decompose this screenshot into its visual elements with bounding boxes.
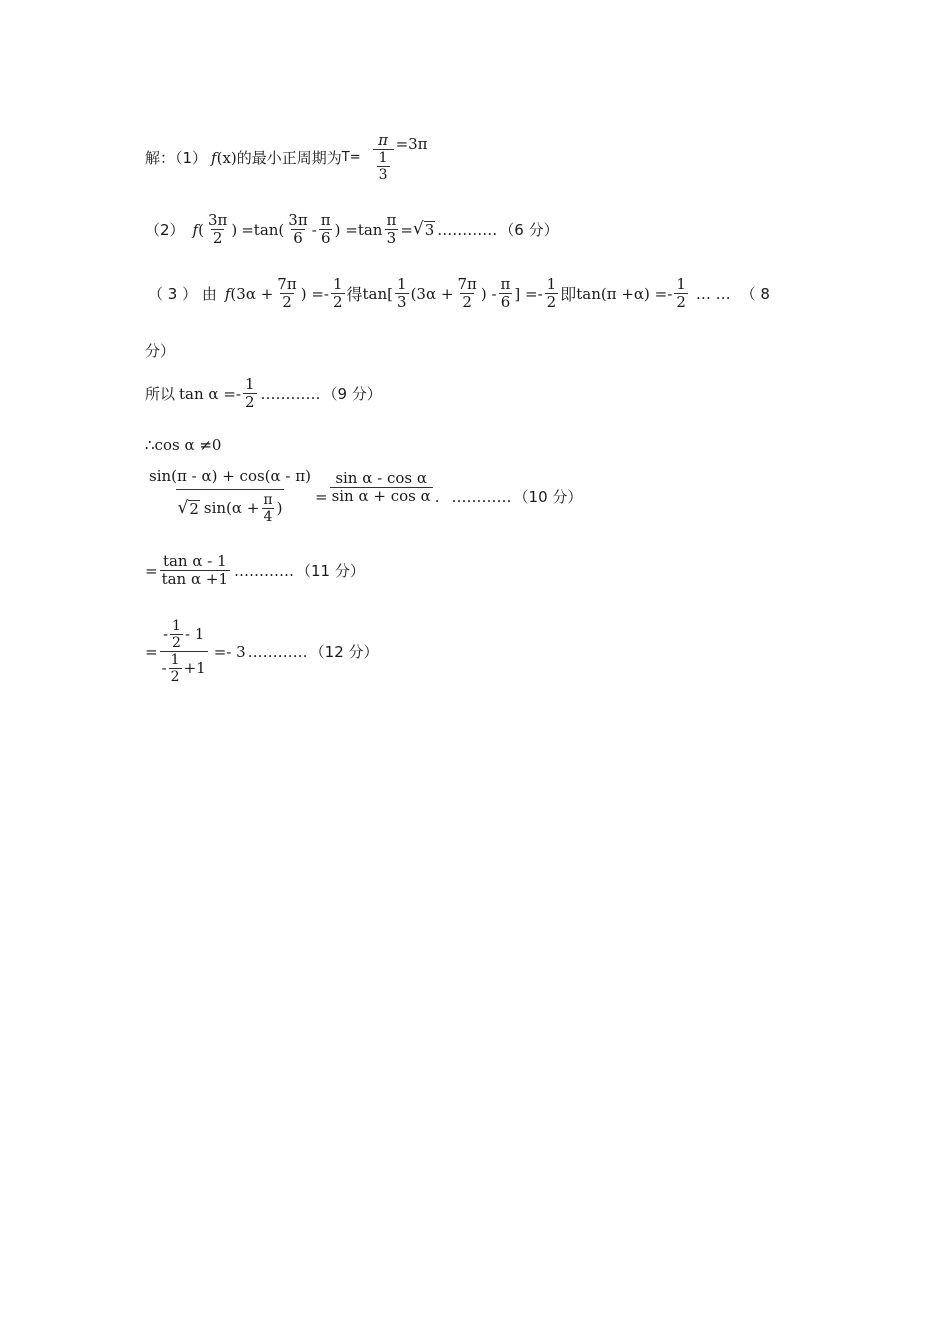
equals-sign: = (145, 561, 158, 580)
period-numerator: π (378, 131, 389, 149)
part2-label: （2） (145, 221, 185, 240)
period-symbol: T= (341, 150, 361, 166)
score-label: （9 分） (322, 385, 382, 404)
leader-dots: … … (695, 284, 731, 303)
solution-part-1 (145, 132, 428, 183)
fraction-pi-over-6 (499, 276, 513, 312)
function-arg: (x) (216, 148, 237, 167)
denominator: 6 (293, 229, 303, 248)
suoyi-text: 所以 (145, 385, 176, 404)
score-label: （12 分） (309, 643, 379, 662)
numerator: π (320, 211, 331, 229)
period-result: =3π (395, 134, 428, 153)
numerator: 1 (332, 275, 343, 293)
denominator: 2 (282, 293, 292, 312)
inner-open: (3α + (410, 284, 454, 303)
radicand: 3 (424, 220, 435, 239)
equals-sign: = (145, 642, 158, 661)
leader-dots: ………… (260, 384, 321, 403)
radicand: 2 (189, 499, 199, 518)
tan-bracket-open: tan[ (362, 284, 394, 303)
fraction-3pi-over-6 (286, 212, 309, 248)
minus-sign: - (311, 220, 317, 239)
numerator: 1 (170, 652, 180, 669)
numerator: π (263, 492, 273, 509)
ji-text: 即 (560, 285, 577, 305)
period-denominator (373, 149, 394, 183)
fraction-1-over-3 (395, 276, 409, 312)
fraction-7pi-over-2 (275, 276, 298, 312)
denominator: 3 (397, 293, 407, 312)
inner-denominator: 3 (378, 167, 388, 184)
tan-pi-plus-alpha: tan(π +α) =- (576, 284, 673, 303)
lhs-numerator: sin(π - α) + cos(α - π) (149, 467, 311, 485)
denominator: 2 (546, 293, 557, 312)
leader-dots: ………… (247, 642, 308, 661)
fraction-pi-over-3 (384, 212, 398, 248)
inner-fraction (377, 150, 390, 183)
part1-label: 解：（1） (145, 149, 208, 168)
denominator: 3 (386, 229, 397, 248)
numerator: 3π (288, 211, 308, 229)
minus-sign: - (161, 659, 167, 678)
solution-part-4 (145, 376, 382, 412)
numerator: 1 (546, 275, 557, 293)
radical-icon: √ (412, 218, 424, 239)
radical-icon: √ (177, 497, 189, 518)
fraction-7pi-over-2-b (455, 276, 478, 312)
paren-open: ( (198, 220, 204, 239)
equals-sign: = (400, 220, 413, 239)
fraction-1-over-2 (331, 276, 345, 312)
numerator: 3π (207, 211, 228, 229)
score-label: （6 分） (499, 221, 559, 240)
minus-sign: - (162, 624, 169, 643)
lhs-denominator (176, 489, 285, 525)
fraction-1-over-2 (243, 376, 257, 412)
numerator: 1 (397, 275, 407, 293)
solution-part-8 (145, 618, 379, 685)
minus-one: - 1 (184, 624, 205, 643)
sin-open: sin(α + (203, 499, 260, 518)
result: =- 3 (213, 642, 246, 661)
sqrt-2 (177, 497, 200, 518)
score-label: （11 分） (296, 562, 365, 581)
numerator: 1 (244, 375, 255, 393)
tan-open: =tan( (241, 220, 285, 239)
inner-numerator: 1 (378, 150, 388, 167)
function-name: f (211, 148, 217, 167)
leader-dots: ………… (234, 561, 294, 580)
paren-close: ) (231, 220, 238, 239)
sqrt-3 (412, 218, 435, 239)
function-name: f (224, 284, 231, 303)
period-fraction (373, 132, 394, 183)
denominator: 2 (244, 393, 255, 412)
denominator: 2 (332, 293, 343, 312)
leader-dots: ………… (437, 220, 498, 239)
denominator: tan α +1 (161, 570, 228, 589)
score-label-end: 分） (145, 342, 176, 360)
numerator: 7π (457, 275, 477, 293)
period-dot: . (434, 487, 440, 506)
sin-close: ) (276, 499, 283, 518)
rhs-denominator: sin α + cos α (331, 487, 431, 506)
denominator: 2 (172, 635, 181, 652)
equals-sign: = (314, 487, 328, 506)
bracket-close-equals: ] =- (514, 284, 543, 303)
tan-fraction (160, 553, 230, 589)
numerator: 1 (676, 275, 686, 293)
denominator: 2 (212, 229, 223, 248)
solution-part-6 (145, 468, 582, 525)
arg-close-equals: ) =- (300, 284, 329, 303)
score-label-start: （ 8 (740, 285, 770, 304)
denominator: 2 (676, 293, 686, 312)
solution-part-3 (148, 276, 770, 312)
arg-open: (3α + (230, 284, 274, 303)
fraction-pi-over-4 (261, 492, 274, 525)
cos-nonzero: ∴cos α ≠0 (145, 436, 222, 454)
part3-label: （ 3 ） 由 (148, 285, 217, 304)
denominator: 4 (263, 509, 273, 526)
fraction-1-over-2 (170, 618, 183, 651)
solution-part-2 (145, 212, 559, 248)
denominator: 6 (320, 229, 331, 248)
compound-denominator (160, 651, 208, 685)
denominator: 2 (462, 293, 472, 312)
fraction-1-over-2-b (169, 652, 182, 685)
fraction-1-over-2-c (674, 276, 688, 312)
tan-equals: ) =tan (334, 220, 383, 239)
numerator: 7π (277, 275, 297, 293)
fraction-3pi-over-2 (206, 212, 229, 248)
rhs-numerator: sin α - cos α (335, 468, 427, 487)
de-text: 得 (346, 285, 363, 305)
tan-alpha-equals: tan α =- (179, 384, 241, 403)
function-name: f (192, 220, 199, 239)
denominator: 6 (500, 293, 511, 312)
compound-numerator (161, 618, 206, 651)
plus-one: +1 (183, 659, 206, 678)
leader-dots: ………… (451, 487, 512, 506)
rhs-fraction (330, 470, 433, 506)
numerator: π (386, 211, 397, 229)
compound-fraction (160, 618, 208, 685)
numerator: 1 (172, 618, 181, 634)
fraction-pi-over-6 (319, 212, 333, 248)
solution-part-7 (145, 553, 365, 589)
lhs-fraction (147, 468, 313, 525)
numerator: tan α - 1 (162, 552, 227, 570)
inner-close: ) - (480, 284, 497, 303)
numerator: π (500, 275, 511, 293)
score-label: （10 分） (513, 488, 583, 507)
denominator: 2 (170, 669, 180, 686)
fraction-1-over-2-b (545, 276, 559, 312)
period-text: 的最小正周期为 (236, 149, 342, 168)
